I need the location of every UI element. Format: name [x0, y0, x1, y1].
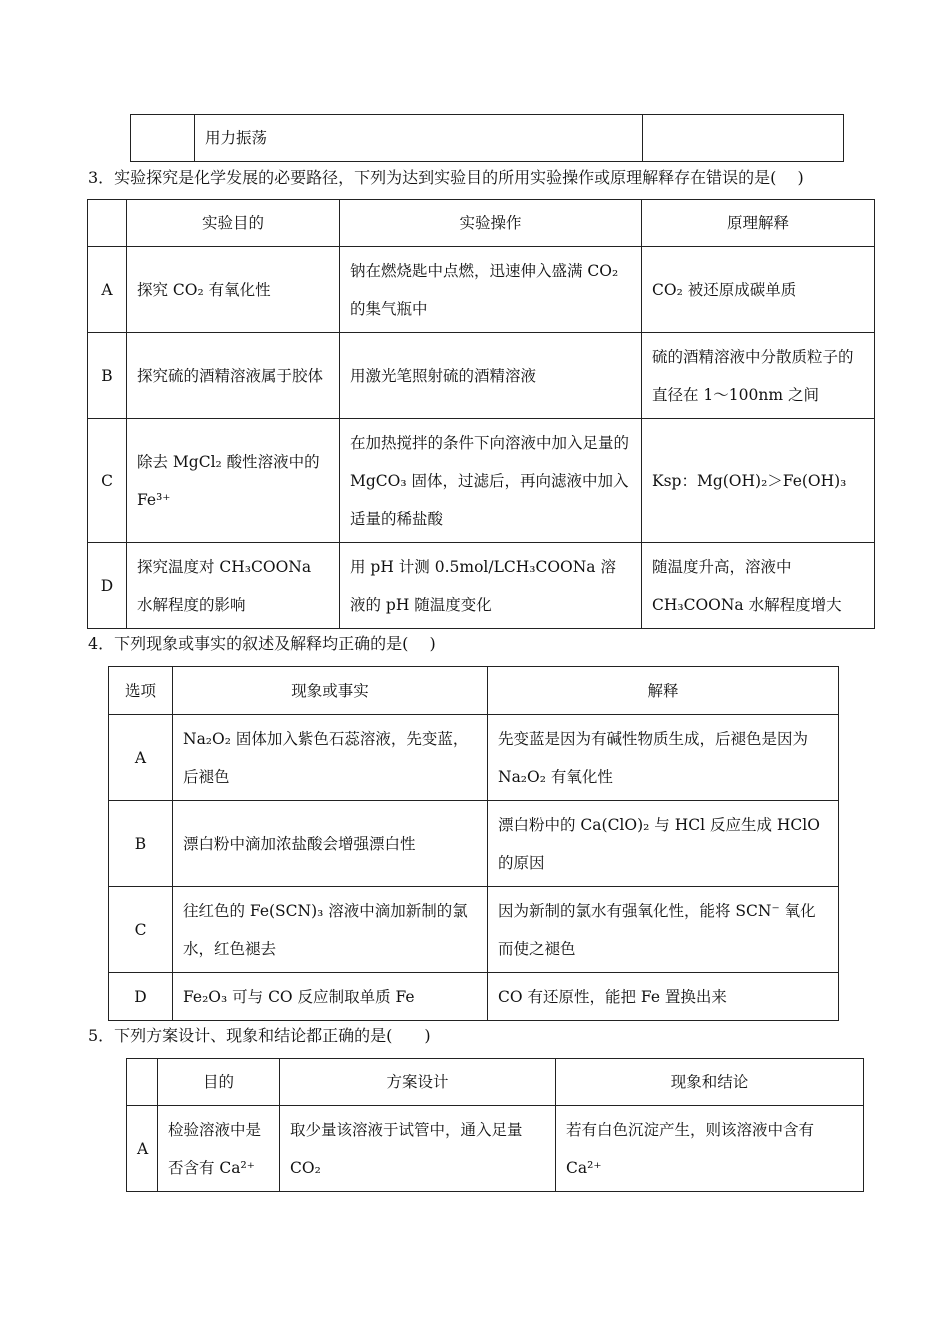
table-cell: 取少量该溶液于试管中，通入足量 CO₂ — [280, 1106, 556, 1192]
table-cell: Fe₂O₃ 可与 CO 反应制取单质 Fe — [173, 973, 488, 1021]
table-cell: 漂白粉中的 Ca(ClO)₂ 与 HCl 反应生成 HClO 的原因 — [488, 801, 839, 887]
table-row — [109, 801, 839, 887]
table-row — [109, 715, 839, 801]
option-label: D — [109, 973, 173, 1021]
option-label: A — [88, 247, 127, 333]
table-cell: 随温度升高，溶液中 CH₃COONa 水解程度增大 — [642, 543, 875, 629]
table-cell: CO₂ 被还原成碳单质 — [642, 247, 875, 333]
table-cell: 用力振荡 — [195, 115, 643, 162]
table-header-cell: 原理解释 — [642, 200, 875, 247]
table-row — [131, 115, 844, 162]
table-cell: 钠在燃烧匙中点燃，迅速伸入盛满 CO₂ 的集气瓶中 — [340, 247, 642, 333]
table-header-cell: 现象和结论 — [556, 1059, 864, 1106]
question-5-stem: 5．下列方案设计、现象和结论都正确的是( ) — [88, 1026, 431, 1045]
table-row — [88, 419, 875, 543]
table-header-cell: 实验目的 — [127, 200, 340, 247]
table-cell: 探究 CO₂ 有氧化性 — [127, 247, 340, 333]
option-label: C — [109, 887, 173, 973]
table-cell: CO 有还原性，能把 Fe 置换出来 — [488, 973, 839, 1021]
table-row — [88, 543, 875, 629]
table-cell: Na₂O₂ 固体加入紫色石蕊溶液，先变蓝，后褪色 — [173, 715, 488, 801]
question-4-stem: 4．下列现象或事实的叙述及解释均正确的是( ) — [88, 634, 436, 653]
table-cell: 探究温度对 CH₃COONa 水解程度的影响 — [127, 543, 340, 629]
top-fragment-table — [130, 114, 844, 162]
table-header-cell: 目的 — [158, 1059, 280, 1106]
table-header-cell — [127, 1059, 158, 1106]
table-cell: 若有白色沉淀产生，则该溶液中含有 Ca²⁺ — [556, 1106, 864, 1192]
table-header-row — [109, 667, 839, 715]
option-label: A — [127, 1106, 158, 1192]
option-label: B — [88, 333, 127, 419]
table-cell: 在加热搅拌的条件下向溶液中加入足量的 MgCO₃ 固体，过滤后，再向滤液中加入适量的稀盐酸 — [340, 419, 642, 543]
question-3-stem: 3．实验探究是化学发展的必要路径，下列为达到实验目的所用实验操作或原理解释存在错误的是( ) — [88, 168, 804, 187]
option-label: D — [88, 543, 127, 629]
table-cell: 因为新制的氯水有强氧化性，能将 SCN⁻ 氧化而使之褪色 — [488, 887, 839, 973]
question-5-table — [126, 1058, 864, 1192]
table-cell: 漂白粉中滴加浓盐酸会增强漂白性 — [173, 801, 488, 887]
table-cell: 用激光笔照射硫的酒精溶液 — [340, 333, 642, 419]
table-cell: 除去 MgCl₂ 酸性溶液中的 Fe³⁺ — [127, 419, 340, 543]
table-header-cell: 方案设计 — [280, 1059, 556, 1106]
table-header-cell: 选项 — [109, 667, 173, 715]
table-row — [127, 1106, 864, 1192]
table-header-cell — [88, 200, 127, 247]
table-row — [88, 333, 875, 419]
table-cell: 用 pH 计测 0.5mol/LCH₃COONa 溶液的 pH 随温度变化 — [340, 543, 642, 629]
table-cell — [131, 115, 195, 162]
table-header-cell: 实验操作 — [340, 200, 642, 247]
table-row — [109, 973, 839, 1021]
table-header-row — [88, 200, 875, 247]
question-4-table — [108, 666, 839, 1021]
table-header-cell: 现象或事实 — [173, 667, 488, 715]
table-cell: 探究硫的酒精溶液属于胶体 — [127, 333, 340, 419]
option-label: B — [109, 801, 173, 887]
table-header-cell: 解释 — [488, 667, 839, 715]
table-cell: Ksp：Mg(OH)₂＞Fe(OH)₃ — [642, 419, 875, 543]
table-header-row — [127, 1059, 864, 1106]
table-row — [109, 887, 839, 973]
option-label: A — [109, 715, 173, 801]
table-cell: 先变蓝是因为有碱性物质生成，后褪色是因为 Na₂O₂ 有氧化性 — [488, 715, 839, 801]
table-cell — [643, 115, 844, 162]
question-3-table — [87, 199, 875, 629]
table-cell: 硫的酒精溶液中分散质粒子的直径在 1～100nm 之间 — [642, 333, 875, 419]
table-cell: 检验溶液中是否含有 Ca²⁺ — [158, 1106, 280, 1192]
table-row — [88, 247, 875, 333]
option-label: C — [88, 419, 127, 543]
table-cell: 往红色的 Fe(SCN)₃ 溶液中滴加新制的氯水，红色褪去 — [173, 887, 488, 973]
